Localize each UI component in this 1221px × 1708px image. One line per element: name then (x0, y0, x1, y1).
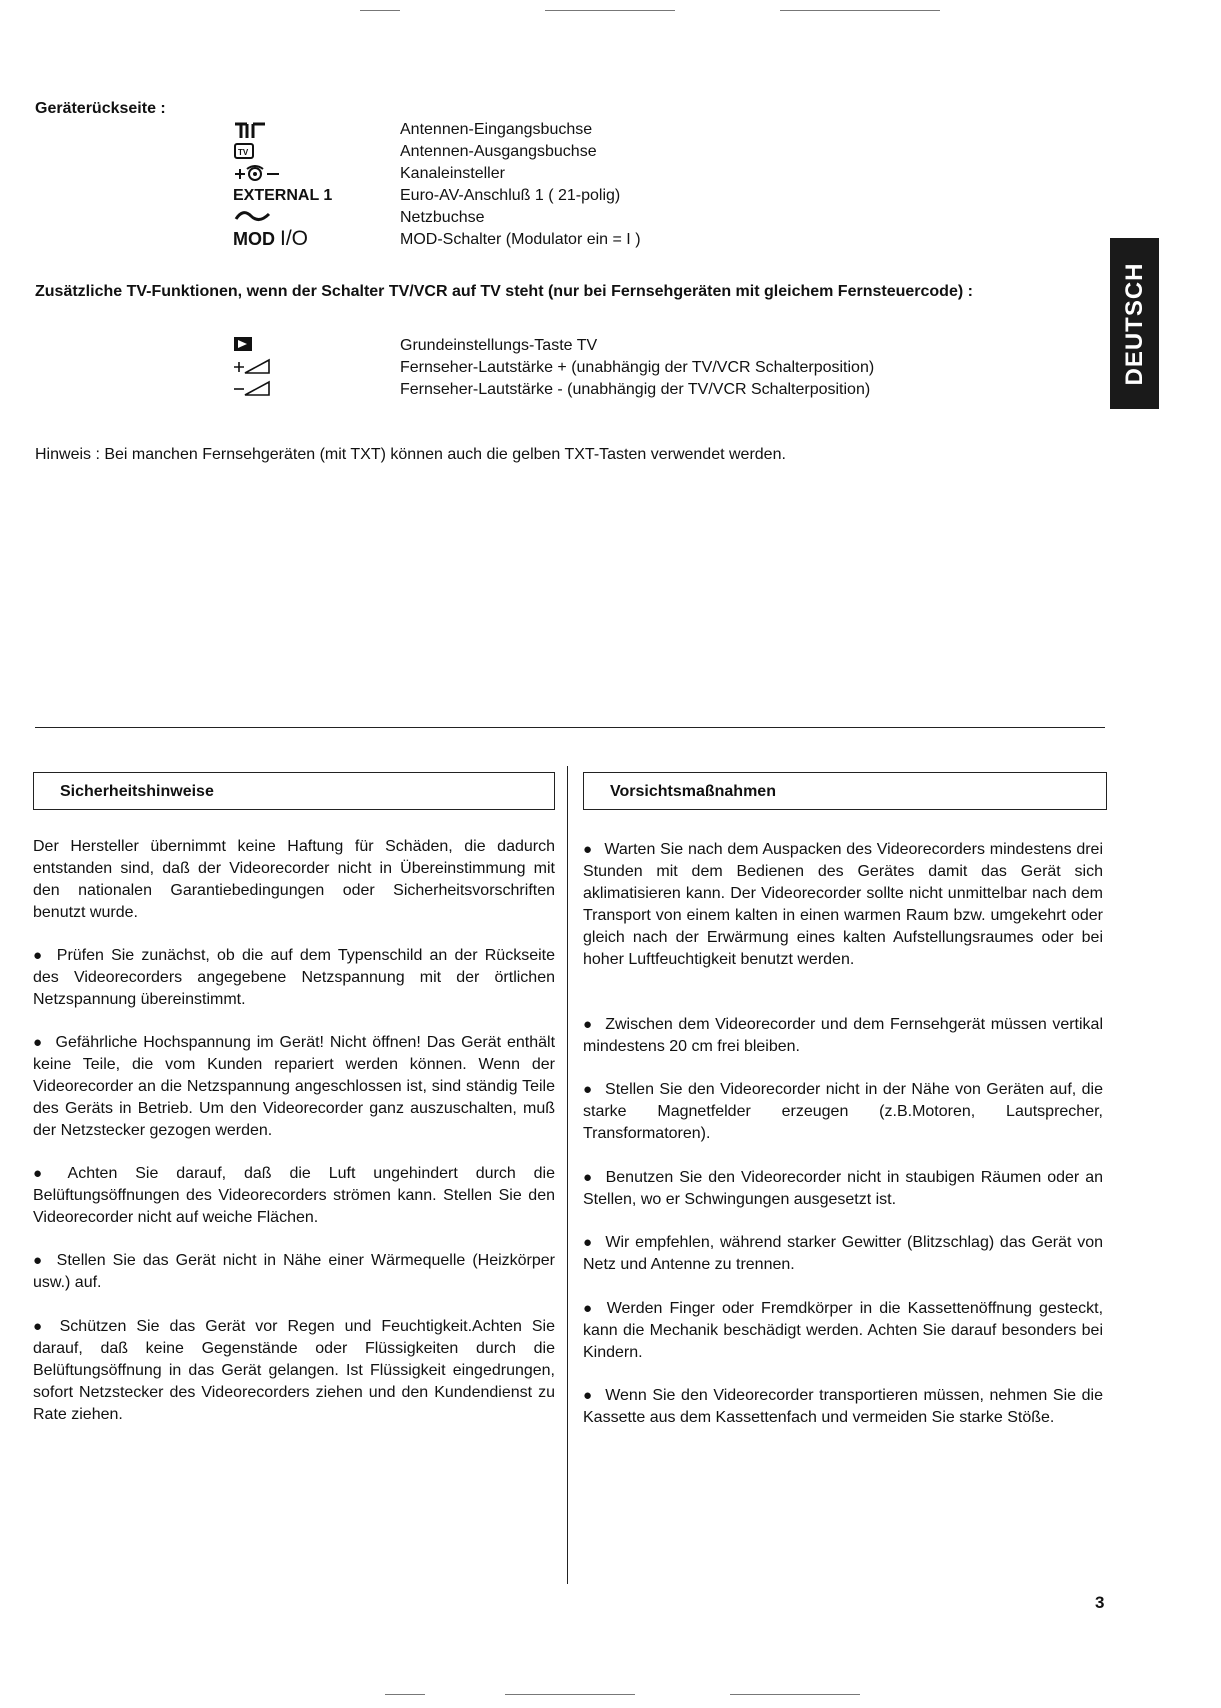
safety-title-box (33, 772, 555, 810)
scan-artifact (385, 1694, 425, 1695)
scan-artifact (730, 1694, 860, 1695)
channel-adjust-icon (233, 164, 353, 184)
bullet-icon: ● (583, 1234, 594, 1251)
tv-preset-icon (233, 335, 353, 353)
rear-desc-channel: Kanaleinsteller (400, 165, 505, 182)
antenna-output-tv-icon (233, 142, 353, 160)
bullet-icon: ● (583, 1169, 594, 1186)
safety-title: Sicherheitshinweise (60, 783, 214, 800)
precaution-item: ● Werden Finger oder Fremdkörper in die Kassettenöffnung gesteckt, kann die Mechanik beschädigt werden. Achten Sie darauf besonders bei Kindern. (583, 1300, 1104, 1361)
tv-desc-volume-minus: Fernseher-Lautstärke - (unabhängig der TV/VCR Schalterposition) (400, 381, 871, 398)
tv-desc-volume-plus: Fernseher-Lautstärke + (unabhängig der TV/VCR Schalterposition) (400, 359, 875, 376)
precaution-item: ● Warten Sie nach dem Auspacken des Videorecorders mindestens drei Stunden mit dem Bedienen des Gerätes damit das Gerät sich aklimatisieren kann. Der Videorecorder sollte nicht unmittelbar nach dem Transport von einem kalten in einen warmen Raum bzw. umgekehrt oder gleich nach der Erwärmung eines kalten Aufstellungsraumes oder bei hoher Luftfeuchtigkeit benutzt werden. (583, 841, 1103, 968)
scan-artifact (780, 10, 940, 11)
page-number: 3 (1095, 1593, 1105, 1612)
precautions-title: Vorsichtsmaßnahmen (610, 783, 776, 800)
ac-mains-icon (233, 206, 353, 226)
bullet-icon: ● (33, 1318, 48, 1335)
rear-desc-antenna-out: Antennen-Ausgangsbuchse (400, 143, 597, 160)
safety-item: ● Achten Sie darauf, daß die Luft ungehindert durch die Belüftungsöffnungen des Videorecorders strömen kann. Stellen Sie den Videorecorder nicht auf weiche Flächen. (33, 1165, 556, 1226)
mod-label: MOD (233, 229, 275, 249)
bullet-icon: ● (583, 1300, 595, 1317)
bullet-icon: ● (583, 1016, 594, 1033)
safety-item: ● Gefährliche Hochspannung im Gerät! Nicht öffnen! Das Gerät enthält keine Teile, die vom Kunden repariert werden können. Wenn der Videorecorder an die Netzspannung angeschlossen ist, sind ständig Teile des Geräts in Betrieb. Um den Videorecorder ganz auszuschalten, muß der Netzstecker gezogen werden. (33, 1034, 556, 1139)
rear-desc-antenna-in: Antennen-Eingangsbuchse (400, 121, 593, 138)
tv-functions-heading: Zusätzliche TV-Funktionen, wenn der Schalter TV/VCR auf TV steht (nur bei Fernsehgeräten mit gleichem Fernsteuercode) : (35, 283, 973, 300)
note-text: Hinweis : Bei manchen Fernsehgeräten (mit TXT) können auch die gelben TXT-Tasten verwendet werden. (35, 446, 786, 463)
language-tab (1110, 238, 1159, 409)
volume-minus-icon (233, 379, 353, 399)
section-divider (35, 727, 1105, 728)
bullet-icon: ● (33, 1034, 44, 1051)
rear-desc-mod: MOD-Schalter (Modulator ein = I ) (400, 231, 641, 248)
column-divider (567, 766, 568, 1584)
precaution-item: ● Stellen Sie den Videorecorder nicht in der Nähe von Geräten auf, die starke Magnetfelder erzeugen (z.B.Motoren, Lautsprecher, Transformatoren). (583, 1081, 1103, 1142)
safety-item: ● Prüfen Sie zunächst, ob die auf dem Typenschild an der Rückseite des Videorecorders angegebene Netzspannung mit der örtlichen Netzspannung übereinstimmt. (33, 947, 556, 1008)
bullet-icon: ● (583, 1387, 594, 1404)
rear-panel-heading: Geräterückseite : (35, 100, 166, 117)
language-tab-label: DEUTSCH (1120, 261, 1148, 386)
tv-desc-preset: Grundeinstellungs-Taste TV (400, 337, 598, 354)
mod-switch-label (233, 228, 353, 250)
svg-text:TV: TV (238, 148, 249, 157)
bullet-icon: ● (33, 947, 45, 964)
rear-desc-mains: Netzbuchse (400, 209, 485, 226)
bullet-icon: ● (33, 1252, 45, 1269)
external-1-label: EXTERNAL 1 (233, 187, 333, 204)
safety-item: ● Stellen Sie das Gerät nicht in Nähe einer Wärmequelle (Heizkörper usw.) auf. (33, 1252, 556, 1291)
precautions-title-box (583, 772, 1107, 810)
safety-intro: Der Hersteller übernimmt keine Haftung für Schäden, die dadurch entstanden sind, daß der Videorecorder nicht in Übereinstimmung mit den nationalen Garantiebedingungen oder Sicherheitsvorschriften benutzt wurde. (33, 838, 555, 921)
precaution-item: ● Benutzen Sie den Videorecorder nicht in staubigen Räumen oder an Stellen, wo er Schwingungen ausgesetzt ist. (583, 1169, 1104, 1208)
bullet-icon: ● (583, 1081, 594, 1098)
scan-artifact (545, 10, 675, 11)
antenna-input-icon (233, 120, 353, 140)
precaution-item: ● Wir empfehlen, während starker Gewitter (Blitzschlag) das Gerät von Netz und Antenne zu trennen. (583, 1234, 1104, 1273)
precaution-item: ● Zwischen dem Videorecorder und dem Fernsehgerät müssen vertikal mindestens 20 cm frei bleiben. (583, 1016, 1104, 1055)
bullet-icon: ● (583, 841, 593, 858)
rear-desc-external: Euro-AV-Anschluß 1 ( 21-polig) (400, 187, 621, 204)
bullet-icon: ● (33, 1165, 56, 1182)
safety-item: ● Schützen Sie das Gerät vor Regen und Feuchtigkeit.Achten Sie darauf, daß keine Gegenstände oder Flüssigkeiten durch die Belüftungsöffnung in das Gerät gelangen. Ist Flüssigkeit eingedrungen, sofort Netzstecker des Videorecorders ziehen und den Kundendienst zu Rate ziehen. (33, 1318, 555, 1423)
volume-plus-icon (233, 357, 353, 377)
scan-artifact (505, 1694, 635, 1695)
precaution-item: ● Wenn Sie den Videorecorder transportieren müssen, nehmen Sie die Kassette aus dem Kassettenfach und vermeiden Sie starke Stöße. (583, 1387, 1103, 1426)
mod-io-label: I/O (280, 227, 309, 250)
scan-artifact (360, 10, 400, 11)
